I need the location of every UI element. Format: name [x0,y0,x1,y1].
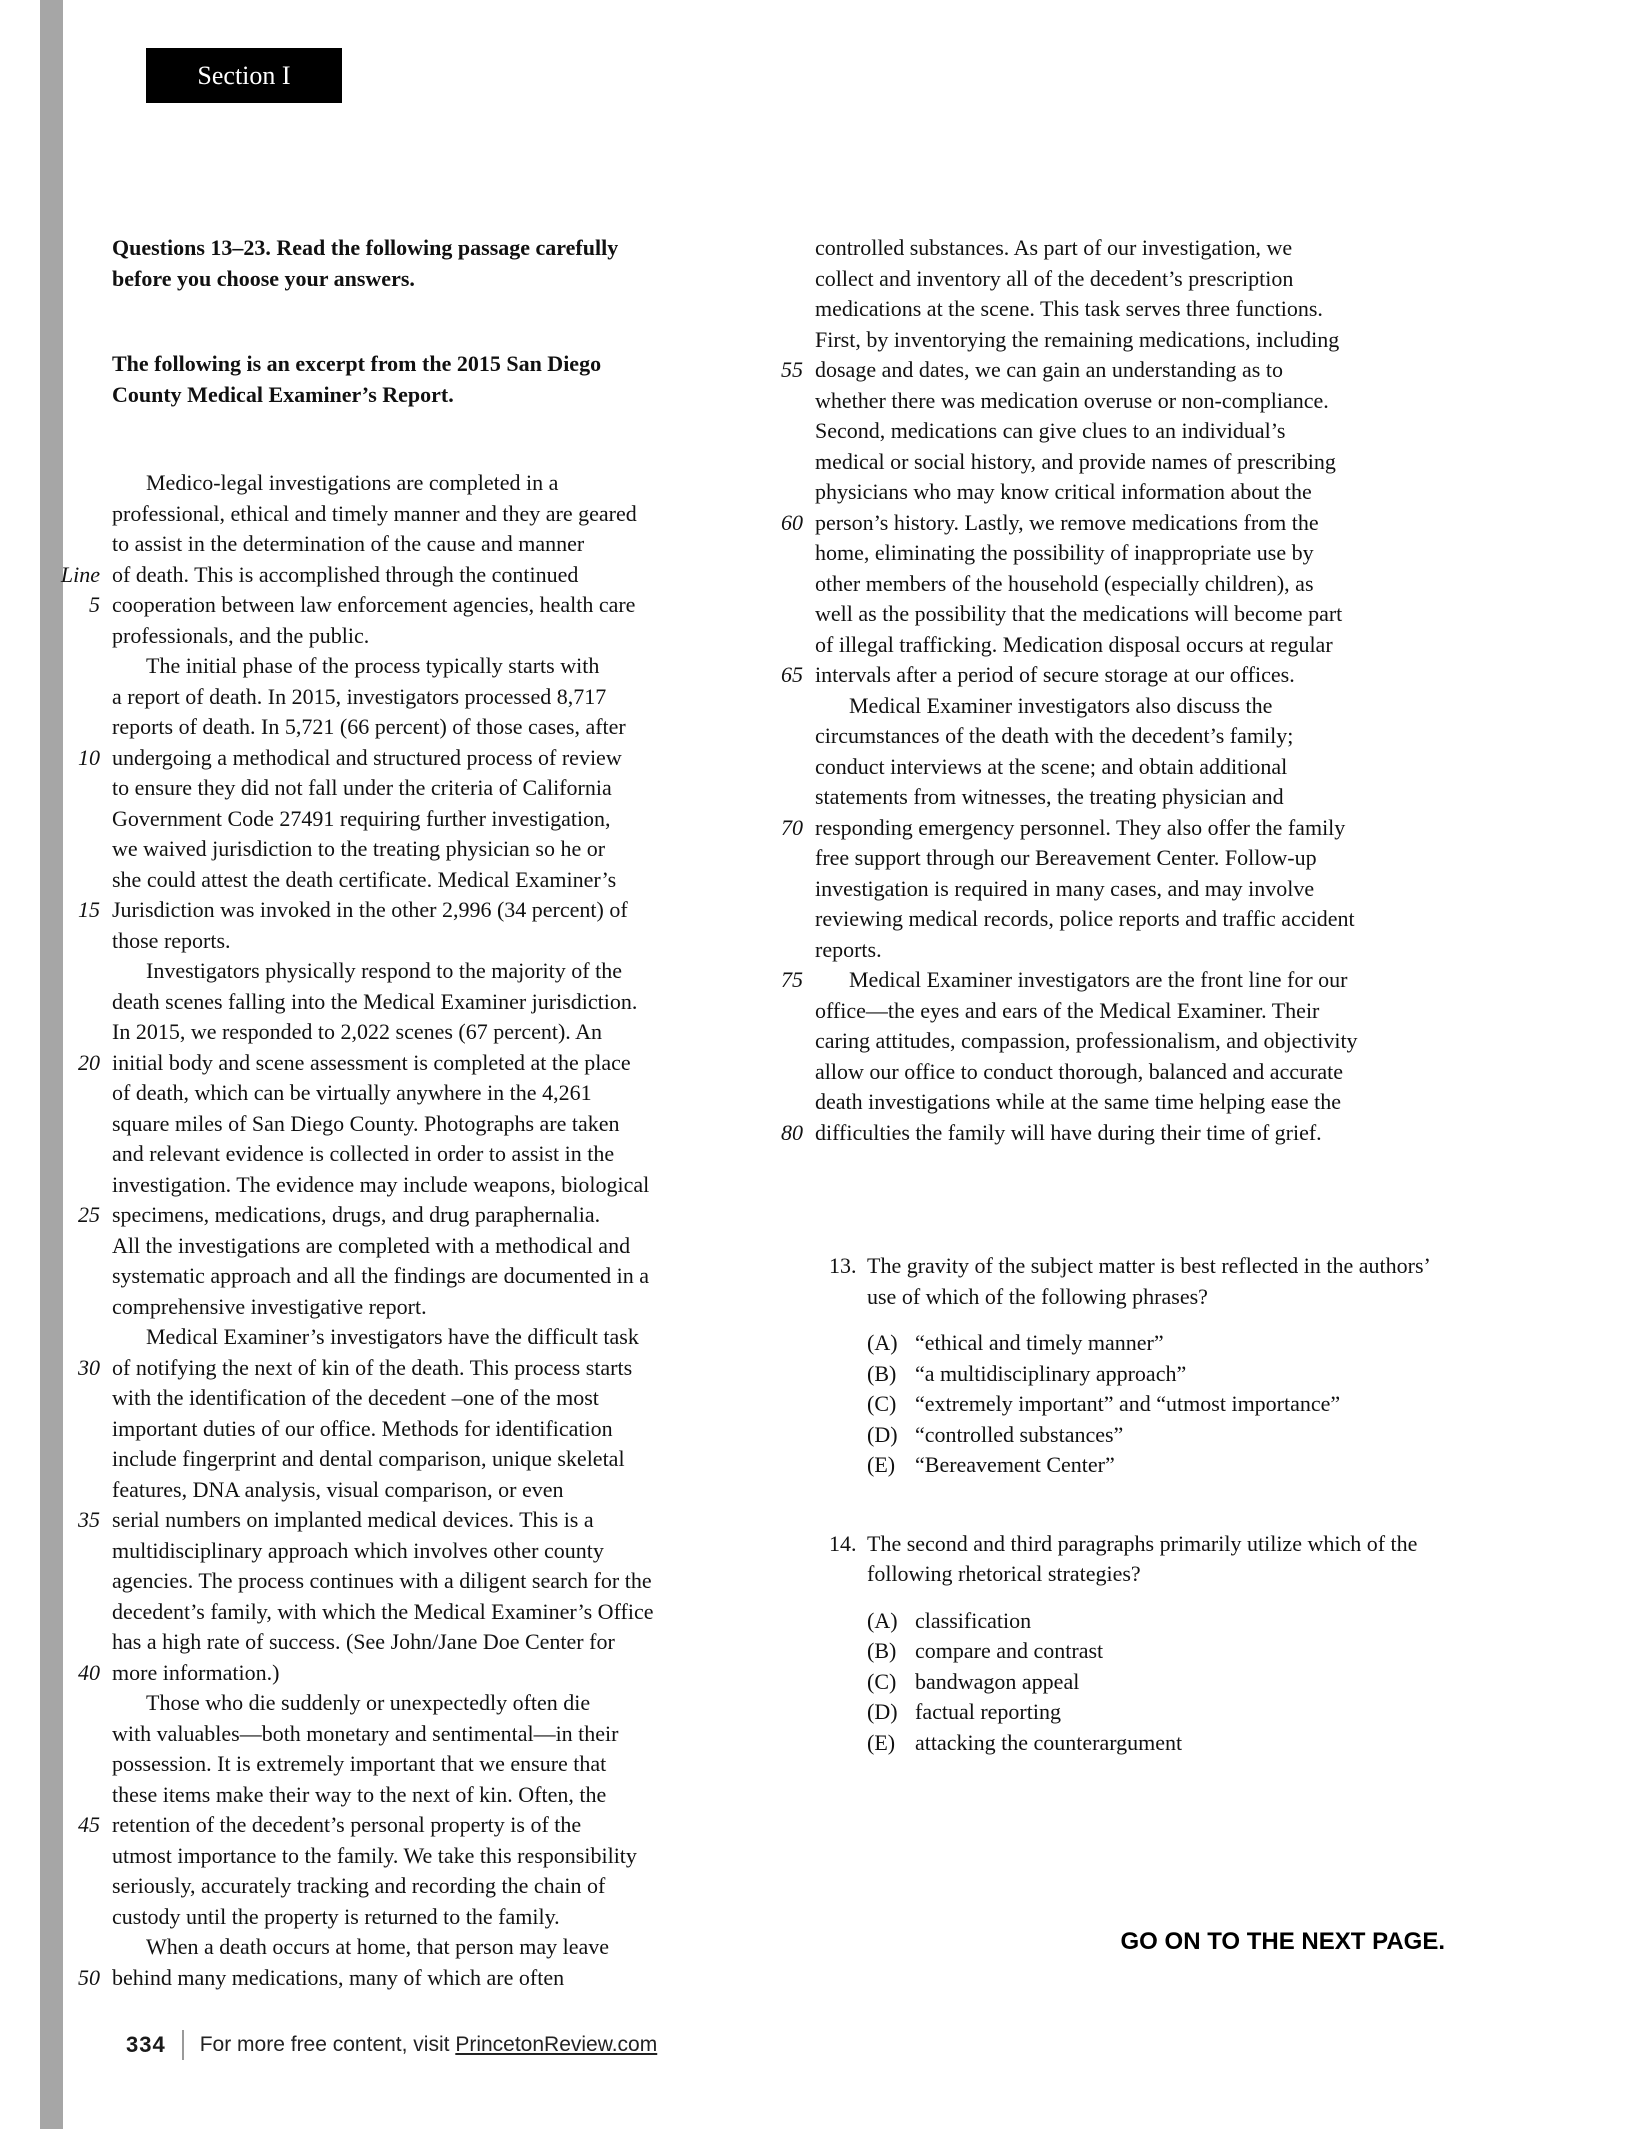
line-text: a report of death. In 2015, investigators processed 8,717 [112,683,607,709]
passage-line [112,651,792,682]
line-text: In 2015, we responded to 2,022 scenes (67 percent). An [112,1019,602,1044]
passage-line [78,743,792,774]
choice-text: classification [915,1607,1032,1633]
line-text: has a high rate of success. (See John/Jane Doe Center for [112,1629,615,1654]
line-number: 40 [78,1659,100,1685]
passage-line [112,468,792,499]
passage-line [112,1749,792,1780]
footer-text-label: For more free content, visit [199,2033,456,2056]
line-text: Medico-legal investigations are completed in a [146,470,559,495]
line-text: behind many medications, many of which are often [112,1964,565,1990]
line-text: home, eliminating the possibility of inappropriate use by [815,540,1314,565]
passage-line [815,569,1495,600]
passage-line [815,630,1495,661]
line-number: 60 [781,509,803,535]
passage-line [78,1963,792,1994]
choice [867,1359,1495,1390]
passage-line [781,355,1495,386]
line-number: 45 [78,1812,100,1837]
choice-letter: (A) [867,1607,898,1633]
line-text: of death, which can be virtually anywhere in the 4,261 [112,1080,592,1105]
passage-line [112,1475,792,1506]
choice [867,1636,1495,1667]
choices [829,1328,1495,1481]
passage-line [112,1932,792,1963]
passage-line [815,386,1495,417]
line-text: death scenes falling into the Medical Examiner jurisdiction. [112,988,638,1014]
line-text: she could attest the death certificate. Medical Examiner’s [112,866,617,892]
choice [867,1328,1495,1359]
line-text: person’s history. Lastly, we remove medications from the [815,509,1319,535]
line-text: conduct interviews at the scene; and obtain additional [815,753,1288,779]
passage-line [112,1597,792,1628]
line-text: Medical Examiner’s investigators have the difficult task [146,1324,639,1349]
passage-line [112,1841,792,1872]
passage-line [112,1322,792,1353]
line-text: investigation is required in many cases, and may involve [815,875,1315,901]
line-text: collect and inventory all of the decedent’s prescription [815,265,1294,291]
line-text: cooperation between law enforcement agencies, health care [112,592,636,617]
line-text: include fingerprint and dental comparison, unique skeletal [112,1446,625,1471]
line-text: medical or social history, and provide names of prescribing [815,448,1336,474]
choice-text: “extremely important” and “utmost importance” [915,1391,1341,1416]
choice-letter: (A) [867,1330,898,1355]
line-text: other members of the household (especially children), as [815,570,1314,596]
line-text: death investigations while at the same time helping ease the [815,1089,1342,1114]
passage-right [781,233,1495,1148]
line-text: professional, ethical and timely manner and they are geared [112,500,637,526]
passage-line [112,1566,792,1597]
line-text: difficulties the family will have during their time of grief. [815,1119,1322,1145]
question [815,1251,1495,1481]
passage-line [112,1719,792,1750]
line-text: of notifying the next of kin of the death. This process starts [112,1354,633,1380]
line-text: to ensure they did not fall under the criteria of California [112,775,612,800]
line-text: possession. It is extremely important that we ensure that [112,1751,607,1776]
passage-line [781,1118,1495,1149]
passage-line [78,1200,792,1231]
passage-line [112,865,792,896]
line-text: undergoing a methodical and structured process of review [112,744,622,770]
passage-line [815,294,1495,325]
line-text: When a death occurs at home, that person may leave [146,1934,610,1959]
line-text: medications at the scene. This task serves three functions. [815,296,1323,321]
line-text: physicians who may know critical information about the [815,479,1312,504]
passage-line [112,1017,792,1048]
line-number: 75 [781,967,803,992]
line-text: responding emergency personnel. They also offer the family [815,814,1346,840]
instructions [112,233,792,294]
line-number: 30 [78,1354,100,1380]
passage-line [112,499,792,530]
choice-letter: (E) [867,1729,896,1755]
source-note-line: County Medical Examiner’s Report. [112,381,454,407]
line-text: retention of the decedent’s personal property is of the [112,1812,582,1837]
line-text: investigation. The evidence may include weapons, biological [112,1171,650,1197]
question [815,1529,1495,1759]
passage-line [815,843,1495,874]
choice-letter: (C) [867,1668,897,1694]
line-text: specimens, medications, drugs, and drug paraphernalia. [112,1202,601,1227]
passage-line [112,1902,792,1933]
question-number: 13. [829,1253,857,1278]
line-number: 50 [78,1964,100,1990]
passage-line [815,691,1495,722]
passage-line [112,1536,792,1567]
passage-line [815,599,1495,630]
line-text: of death. This is accomplished through the continued [112,561,579,587]
passage-line [781,660,1495,691]
passage-line [815,325,1495,356]
footer [126,2030,657,2060]
line-text: whether there was medication overuse or non-compliance. [815,387,1329,413]
line-text: Investigators physically respond to the majority of the [146,958,622,983]
passage-line [112,834,792,865]
passage-left [60,468,792,1993]
right-column [781,233,1495,1806]
line-text: those reports. [112,927,231,953]
passage-line [112,1231,792,1262]
passage-line [78,895,792,926]
line-text: dosage and dates, we can gain an understanding as to [815,357,1283,382]
passage-line [781,813,1495,844]
passage-line [112,1444,792,1475]
passage-line [815,416,1495,447]
line-text: Medical Examiner investigators also discuss the [849,692,1273,718]
line-text: First, by inventorying the remaining medications, including [815,326,1340,352]
line-number: 80 [781,1119,803,1145]
question-row [829,1251,1495,1312]
line-number: 20 [78,1049,100,1075]
line-text: with the identification of the decedent –one of the most [112,1385,599,1410]
passage-line [112,1383,792,1414]
question-stem: The gravity of the subject matter is best reflected in the authors’ use of which of the following phrases? [867,1253,1430,1309]
line-text: office—the eyes and ears of the Medical Examiner. Their [815,997,1320,1023]
passage-line [89,590,792,621]
passage-line [781,965,1495,996]
choice-text: “Bereavement Center” [915,1452,1115,1477]
passage-line [815,233,1495,264]
passage-line [112,1688,792,1719]
line-text: square miles of San Diego County. Photographs are taken [112,1110,620,1136]
passage-line [112,987,792,1018]
choice-text: compare and contrast [915,1638,1104,1663]
passage-line [815,752,1495,783]
source-note-line: The following is an excerpt from the 2015 San Diego [112,351,602,376]
line-number: 15 [78,897,100,922]
choices [829,1606,1495,1759]
passage-line [815,1057,1495,1088]
passage-line [112,926,792,957]
line-number: Line [60,561,100,587]
left-column [60,233,792,1993]
line-text: All the investigations are completed with a methodical and [112,1232,631,1258]
line-text: Medical Examiner investigators are the front line for our [849,967,1348,992]
passage-line [112,712,792,743]
line-text: allow our office to conduct thorough, balanced and accurate [815,1058,1343,1084]
passage-line [112,1261,792,1292]
line-text: and relevant evidence is collected in order to assist in the [112,1141,615,1166]
line-text: reviewing medical records, police reports and traffic accident [815,906,1355,931]
instructions-line: before you choose your answers. [112,265,415,291]
passage-line [815,447,1495,478]
line-text: decedent’s family, with which the Medical Examiner’s Office [112,1598,654,1624]
page-number: 334 [126,2032,166,2057]
choice [867,1389,1495,1420]
line-text: more information.) [112,1659,280,1685]
passage-line [815,538,1495,569]
choice-letter: (C) [867,1391,897,1416]
passage-line [112,804,792,835]
line-text: systematic approach and all the findings are documented in a [112,1263,649,1288]
line-text: seriously, accurately tracking and recording the chain of [112,1873,606,1898]
passage-line [112,1414,792,1445]
source-note [112,349,792,410]
choice-text: “controlled substances” [915,1421,1124,1447]
question-number: 14. [829,1530,857,1556]
line-text: reports. [815,936,882,962]
choice-letter: (D) [867,1699,898,1724]
line-number: 25 [78,1202,100,1227]
line-number: 70 [781,814,803,840]
passage-line [815,477,1495,508]
line-text: circumstances of the death with the decedent’s family; [815,723,1294,748]
line-text: statements from witnesses, the treating physician and [815,784,1284,809]
choice-text: attacking the counterargument [915,1729,1183,1755]
line-text: Jurisdiction was invoked in the other 2,996 (34 percent) of [112,897,628,922]
instructions-line: Questions 13–23. Read the following passage carefully [112,235,619,260]
line-text: features, DNA analysis, visual comparison, or even [112,1476,564,1502]
passage-line [112,1780,792,1811]
line-text: comprehensive investigative report. [112,1293,427,1319]
passage-line [78,1505,792,1536]
line-text: initial body and scene assessment is completed at the place [112,1049,631,1075]
passage-line [60,560,792,591]
passage-line [112,1078,792,1109]
choice-letter: (B) [867,1360,897,1386]
passage-line [112,1139,792,1170]
choice-text: factual reporting [915,1699,1061,1724]
line-text: agencies. The process continues with a diligent search for the [112,1568,652,1593]
passage-line [78,1658,792,1689]
question-row [829,1529,1495,1590]
passage-line [781,508,1495,539]
footer-divider [182,2030,184,2060]
passage-line [78,1048,792,1079]
choice-letter: (E) [867,1452,896,1477]
question-stem: The second and third paragraphs primarily utilize which of the following rhetorical strategies? [867,1530,1418,1586]
line-text: Second, medications can give clues to an individual’s [815,418,1286,443]
passage-line [112,1109,792,1140]
line-text: free support through our Bereavement Center. Follow-up [815,845,1317,870]
line-text: important duties of our office. Methods for identification [112,1415,613,1441]
passage-line [815,904,1495,935]
passage-line [815,935,1495,966]
choice-text: “ethical and timely manner” [915,1330,1164,1355]
line-text: we waived jurisdiction to the treating physician so he or [112,836,606,861]
choice-text: “a multidisciplinary approach” [915,1360,1187,1386]
line-text: reports of death. In 5,721 (66 percent) of those cases, after [112,714,626,739]
line-number: 65 [781,662,803,687]
line-text: with valuables—both monetary and sentimental—in their [112,1720,619,1746]
line-text: Those who die suddenly or unexpectedly often die [146,1690,591,1715]
section-header [146,48,342,103]
passage-line [815,782,1495,813]
line-number: 55 [781,357,803,382]
footer-text [200,2033,658,2057]
go-on-instruction: GO ON TO THE NEXT PAGE. [1120,1928,1445,1955]
choice [867,1420,1495,1451]
line-text: caring attitudes, compassion, professionalism, and objectivity [815,1028,1358,1053]
passage-line [815,1026,1495,1057]
line-text: custody until the property is returned to the family. [112,1903,560,1929]
passage-line [815,1087,1495,1118]
line-text: utmost importance to the family. We take this responsibility [112,1842,637,1868]
line-number: 35 [78,1507,100,1532]
passage-line [815,721,1495,752]
line-text: these items make their way to the next of kin. Often, the [112,1781,607,1807]
line-text: professionals, and the public. [112,622,370,648]
passage-line [112,1292,792,1323]
passage-line [78,1810,792,1841]
line-number: 10 [78,744,100,770]
choice-letter: (D) [867,1421,898,1447]
choice [867,1728,1495,1759]
questions-list [815,1251,1495,1758]
choice [867,1450,1495,1481]
passage-line [112,1627,792,1658]
passage-line [112,956,792,987]
line-text: to assist in the determination of the cause and manner [112,531,585,556]
choice-letter: (B) [867,1638,897,1663]
passage-line [112,773,792,804]
line-text: of illegal trafficking. Medication disposal occurs at regular [815,631,1333,657]
section-label: Section I [197,60,291,90]
passage-line [112,621,792,652]
choice [867,1667,1495,1698]
choice [867,1606,1495,1637]
passage-line [78,1353,792,1384]
passage-line [112,529,792,560]
line-text: The initial phase of the process typically starts with [146,653,600,678]
passage-line [112,1871,792,1902]
line-number: 5 [89,592,100,617]
line-text: Government Code 27491 requiring further investigation, [112,805,611,831]
choice-text: bandwagon appeal [915,1668,1080,1694]
passage-line [112,682,792,713]
passage-line [112,1170,792,1201]
line-text: controlled substances. As part of our investigation, we [815,235,1293,260]
line-text: well as the possibility that the medications will become part [815,601,1343,626]
line-text: intervals after a period of secure storage at our offices. [815,662,1295,687]
choice [867,1697,1495,1728]
footer-link[interactable]: PrincetonReview.com [455,2033,658,2056]
passage-line [815,264,1495,295]
line-text: multidisciplinary approach which involves other county [112,1537,604,1563]
passage-line [815,996,1495,1027]
passage-line [815,874,1495,905]
line-text: serial numbers on implanted medical devices. This is a [112,1507,594,1532]
